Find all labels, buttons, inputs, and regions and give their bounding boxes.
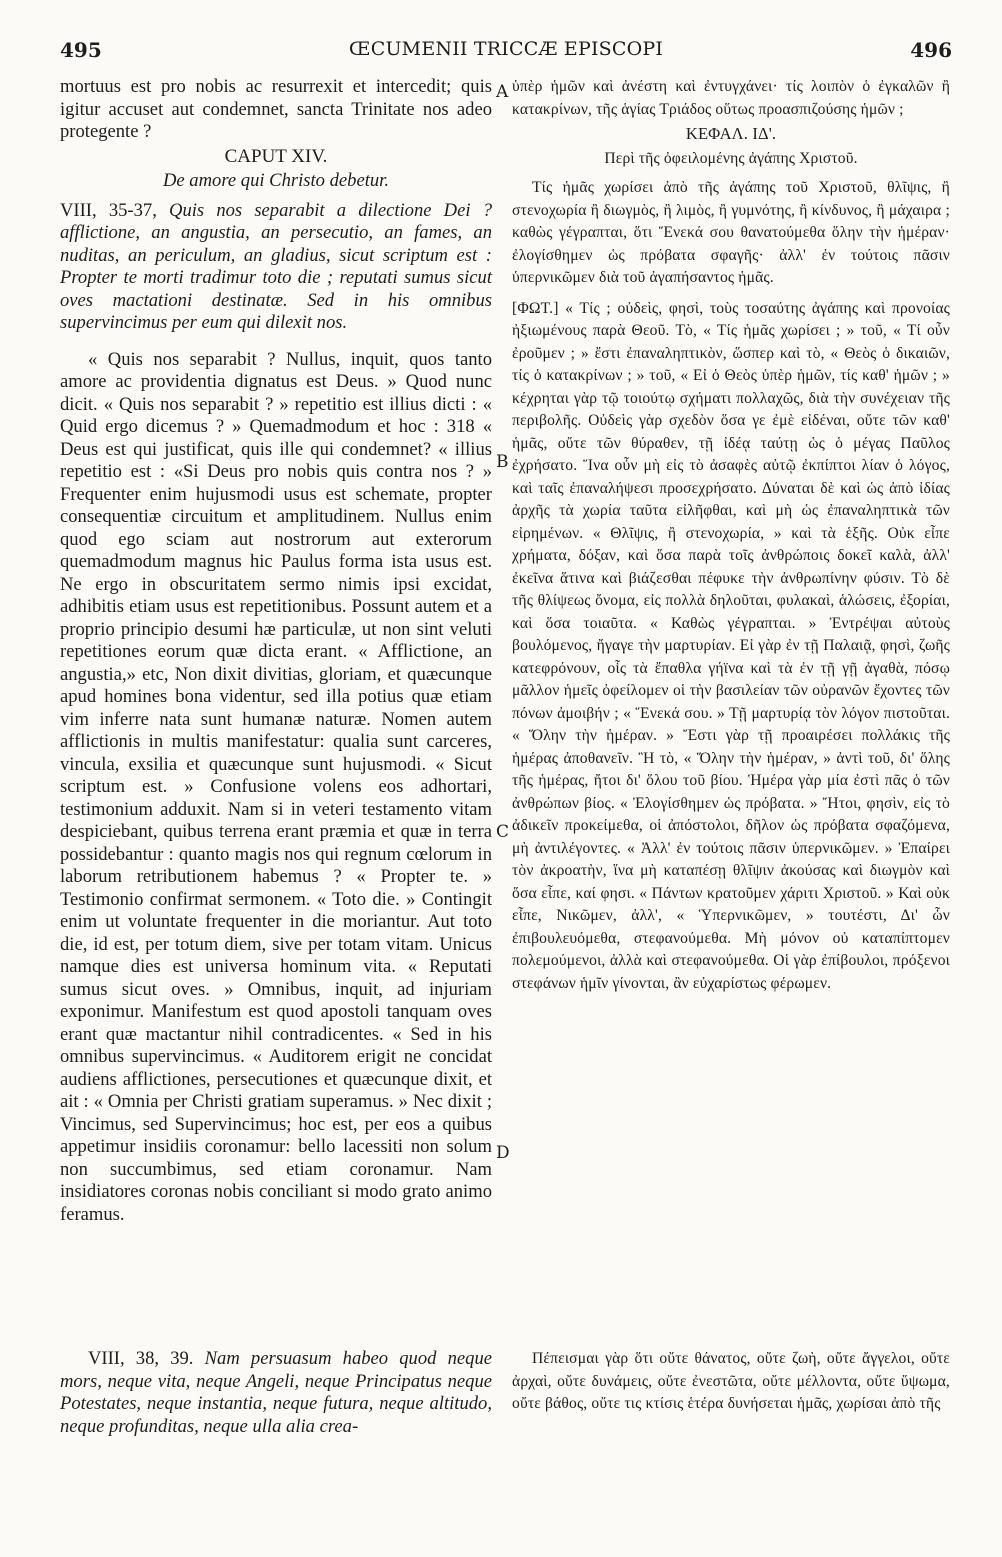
greek-commentary: [ΦΩΤ.] « Τίς ; οὐδεὶς, φησὶ, τοὺς τοσαύτης ἀγάπης καὶ προνοίας ἠξιωμένους παρὰ Θεοῦ. Τὸ, « Τίς ἡμᾶς χωρίσει ; » τοῦ, « Τί οὖν ἐροῦμεν ; » ἔστι ἐπαναληπτικὸν, ὥσπερ καὶ τὸ, « Θεὸς ὁ δικαιῶν, τίς ὁ κατακρίνων ; » τοῦ, « Εἰ ὁ Θεὸς ὑπὲρ ἡμῶν, τίς καθ' ἡμῶν ; » κέχρηται γὰρ τῷ τοιούτῳ σχήματι πολλαχῶς, διὰ τὴν συνέχειαν τῆς περιβολῆς. Οὐδεὶς γὰρ σχεδὸν ὅσα γε ἐμὲ εἰδέναι, οὔτε τῶν καθ' ἡμᾶς, οὔτε τῶν θύραθεν, τῇ ἰδέᾳ ταύτῃ ὡς ὁ μέγας Παῦλος ἐχρήσατο. Ἵνα οὖν μὴ εἰς τὸ ἀσαφὲς αὐτῷ ἐκπίπτοι λίαν ὁ λόγος, καὶ ταῖς ἐπαναλήψεσι προσεχρήσατο. Δύναται δὲ καὶ ὡς ἀπὸ ἰδίας ἀρχῆς τὰ χωρία ταῦτα εἰλῆφθαι, καὶ μὴ ὡς ἐπαναληπτικὰ τῶν εἰρημένων. « Θλῖψις, ἢ στενοχωρία, » καὶ τὰ ἑξῆς. Οὐκ εἶπε χρήματα, δόξαν, καὶ ὅσα παρὰ τοῖς ἀνθρώποις δοκεῖ καλὰ, ἀλλ' ἐκεῖνα ἅτινα καὶ βιάζεσθαι πέφυκε τὴν ἀνθρωπίνην φύσιν. Τὸ δὲ τῆς θλίψεως ὄνομα, εἰς πολλὰ δηλοῦται, φυλακαὶ, ἁλώσεις, ἐξορίαι, καὶ ὅσα τοιαῦτα. « Καθὼς γέγραπται. » Ἐντρέψαι αὐτοὺς βουλόμενος, ἤγαγε τὴν μαρτυρίαν. Εἰ γὰρ ἐν τῇ Παλαιᾷ, φησὶ, ζωῆς κατεφρόνουν, οἷς τὰ ἔπαθλα γήϊνα καὶ τὰ ἐν τῇ γῇ ἀγαθὰ, πόσῳ μᾶλλον ἡμεῖς ὀφείλομεν οἱ τὴν βασιλείαν τῶν οὐρανῶν ἔχοντες τῶν πόνων ἀμοιβήν ; « Ἕνεκά σου. » Τῇ μαρτυρίᾳ τὸν λόγον πιστοῦται. « Ὅλην τὴν ἡμέραν. » Ἔστι γὰρ τῇ προαιρέσει πολλάκις τῆς ἡμέρας ἀποθανεῖν. Ἢ τὸ, « Ὅλην τὴν ἡμέραν, » ἀντὶ τοῦ, δι' ὅλης τῆς ἡμέρας, ἤτοι δι' ὅλου τοῦ βίου. Ἡμέρα γὰρ μία ἐστὶ πᾶς ὁ τῶν ἀνθρώπων βίος. « Ἐλογίσθημεν ὡς πρόβατα. » Ἤτοι, φησὶν, εἰς τὸ ἀδικεῖν προκείμεθα, οἱ ἀπόστολοι, δῆλον ὡς πρόβατα σφαζόμενα, μὴ ἀντιλέγοντες. « Ἀλλ' ἐν τούτοις πᾶσιν ὑπερνικῶμεν. » Ἐπαίρει τὸν ἀκροατὴν, ἵνα μὴ καταπέσῃ θλῖψιν ἀκούσας καὶ διωγμὸν καὶ ὅσα εἶπε, καί φησι. « Πάντων κρατοῦμεν χάριτι Χριστοῦ. » Καὶ οὐκ εἶπε, Νικῶμεν, ἀλλ', « Ὑπερνικῶμεν, » τουτέστι, Δι' ὧν ἐπιβουλευόμεθα, στεφανούμεθα. Μὴ μόνον οὐ καταπίπτομεν πολεμούμενοι, ἀλλὰ καὶ στεφανούμεθα. Οἱ γὰρ ἐπίβουλοι, πρόξενοι στεφάνων ἡμῖν γίνονται, ἂν εὐχαρίστως φέρωμεν.	[512, 299, 950, 992]
running-title: ŒCUMENII TRICCÆ EPISCOPI	[348, 38, 664, 60]
latin-scripture-text: Quis nos separabit a dilectione Dei ? afflictione, an angustia, an persecutio, an fames, an nuditas, an periculum, an gladius, sicut scriptum est : Propter te morti tradimur toto die ; reputati sumus sicut oves mactationi destinatæ. Sed in his omnibus supervincimus per eum qui dilexit nos.	[60, 199, 492, 333]
greek-next-text: Πέπεισμαι γὰρ ὅτι οὔτε θάνατος, οὔτε ζωὴ, οὔτε ἄγγελοι, οὔτε ἀρχαὶ, οὔτε δυνάμεις, οὔτε ἐνεστῶτα, οὔτε μέλλοντα, οὔτε ὕψωμα, οὔτε βάθος, οὔτε τις κτίσις ἑτέρα δυνήσεται ἡμᾶς, χωρίσαι ἀπὸ τῆς	[512, 1350, 950, 1412]
margin-marker-c: C	[496, 822, 510, 842]
latin-next-scripture	[60, 1348, 492, 1438]
latin-opening: mortuus est pro nobis ac resurrexit et intercedit; quis igitur accuset aut condemnet, sancta Trinitate nos adeo protegente ?	[60, 76, 492, 142]
latin-chapter-subtitle: De amore qui Christo debetur.	[162, 170, 390, 191]
latin-chapter-heading: CAPUT XIV.	[224, 145, 328, 167]
latin-column	[60, 76, 492, 1226]
margin-marker-b: B	[496, 452, 509, 472]
latin-next-text: Nam persuasum habeo quod neque mors, neque vita, neque Angeli, neque Principatus neque Potestates, neque instantia, neque futura, neque altitudo, neque profunditas, neque ulla alia crea-	[60, 1348, 493, 1437]
margin-marker-d: D	[496, 1143, 510, 1163]
running-header	[60, 38, 952, 68]
greek-scripture-text: Τίς ἡμᾶς χωρίσει ἀπὸ τῆς ἀγάπης τοῦ Χριστοῦ, θλῖψις, ἢ στενοχωρία ἢ διωγμὸς, ἢ λιμὸς, ἢ γυμνότης, ἢ κίνδυνος, ἢ μάχαιρα ; καθὼς γέγραπται, ὅτι Ἕνεκά σου θανατούμεθα ὅλην τὴν ἡμέραν· ἐλογίσθημεν ὡς πρόβατα σφαγῆς· ἀλλ' ἐν τούτοις πᾶσιν ὑπερνικῶμεν διὰ τοῦ ἀγαπήσαντος ἡμᾶς.	[512, 179, 950, 286]
latin-scripture	[60, 200, 492, 335]
latin-next-reference: VIII, 38, 39.	[88, 1348, 194, 1369]
latin-scripture-reference: VIII, 35-37,	[60, 199, 157, 221]
page-number-right: 496	[910, 38, 952, 62]
latin-next-section	[60, 1348, 492, 1438]
greek-column	[512, 76, 950, 995]
page-number-left: 495	[60, 38, 102, 62]
greek-chapter-subtitle: Περὶ τῆς ὀφειλομένης ἀγάπης Χριστοῦ.	[604, 149, 858, 167]
greek-chapter-heading: ΚΕΦΑΛ. ΙΔ'.	[685, 124, 777, 143]
greek-opening: ὑπὲρ ἡμῶν καὶ ἀνέστη καὶ ἐντυγχάνει· τίς λοιπὸν ὁ ἐγκαλῶν ἢ κατακρίνων, τῆς ἁγίας Τριάδος οὕτως προασπιζούσης ἡμῶν ;	[512, 78, 950, 118]
margin-marker-a: A	[496, 82, 509, 102]
latin-commentary: « Quis nos separabit ? Nullus, inquit, quos tanto amore ac providentia dignatus est Deus. » Quod nunc dicit. « Quis nos separabit ? » repetitio est illius dicti : « Quid ergo dicemus ? » Quemadmodum et hoc : 318 « Deus est qui justificat, quis ille qui condemnet? « illius repetitio est : «Si Deus pro nobis quis contra nos ? » Frequenter enim hujusmodi usus est schemate, propter consequentiæ circuitum et amplitudinem. Nullus enim quod ego sciam aut nostrorum aut exterorum quemadmodum magnus hic Paulus forma ista usus est. Ne ergo in obscuritatem sermo nimis ipsi excidat, adhibitis etiam usus est repetitionibus. Possunt autem et a proprio principio desumi hæ particulæ, ut non sint veluti repetitiones eorum quæ dicta erant. « Afflictione, an angustia,» etc, Non dixit divitias, gloriam, et quæcunque apud homines bona videntur, sed illa potius quæ etiam vim inferre nata sunt humanæ naturæ. Nomen autem afflictionis in multis manifestatur: qualia sunt carceres, vincula, exsilia et quæcunque sunt hujusmodi. « Sicut scriptum est. » Confusione volens eos adhortari, testimonium adduxit. Nam si in veteri testamento vitam despiciebant, quibus terrena erant præmia et quæ in terra possidebantur : quanto magis nos qui regnum cœlorum in laborum retributionem habemus ? « Propter te. » Testimonio confirmat sermonem. « Toto die. » Contingit enim ut voluntate frequenter in die moriantur. Aut toto die, id est, per totum diem, sive per totam vitam. Unicus namque dies est universa hominum vita. « Reputati sumus sicut oves. » Omnibus, inquit, ad injuriam exponimur. Manifestum est quod apostoli tanquam oves erant quæ mactantur nihil contradicentes. « Sed in his omnibus supervincimus. « Auditorem erigit ne concidat audiens afflictiones, persecutiones et quæcunque dixit, et ait : « Omnia per Christi gratiam superamus. » Nec dixit ; Vincimus, sed Supervincimus; hoc est, per eos a quibus appetimur insidiis coronamur: bello lacessiti non solum non succumbimus, sed etiam coronamur. Nam insidiatores coronas nobis conciliant si modo grato animo feramus.	[60, 348, 492, 1225]
greek-next-section	[512, 1348, 950, 1416]
